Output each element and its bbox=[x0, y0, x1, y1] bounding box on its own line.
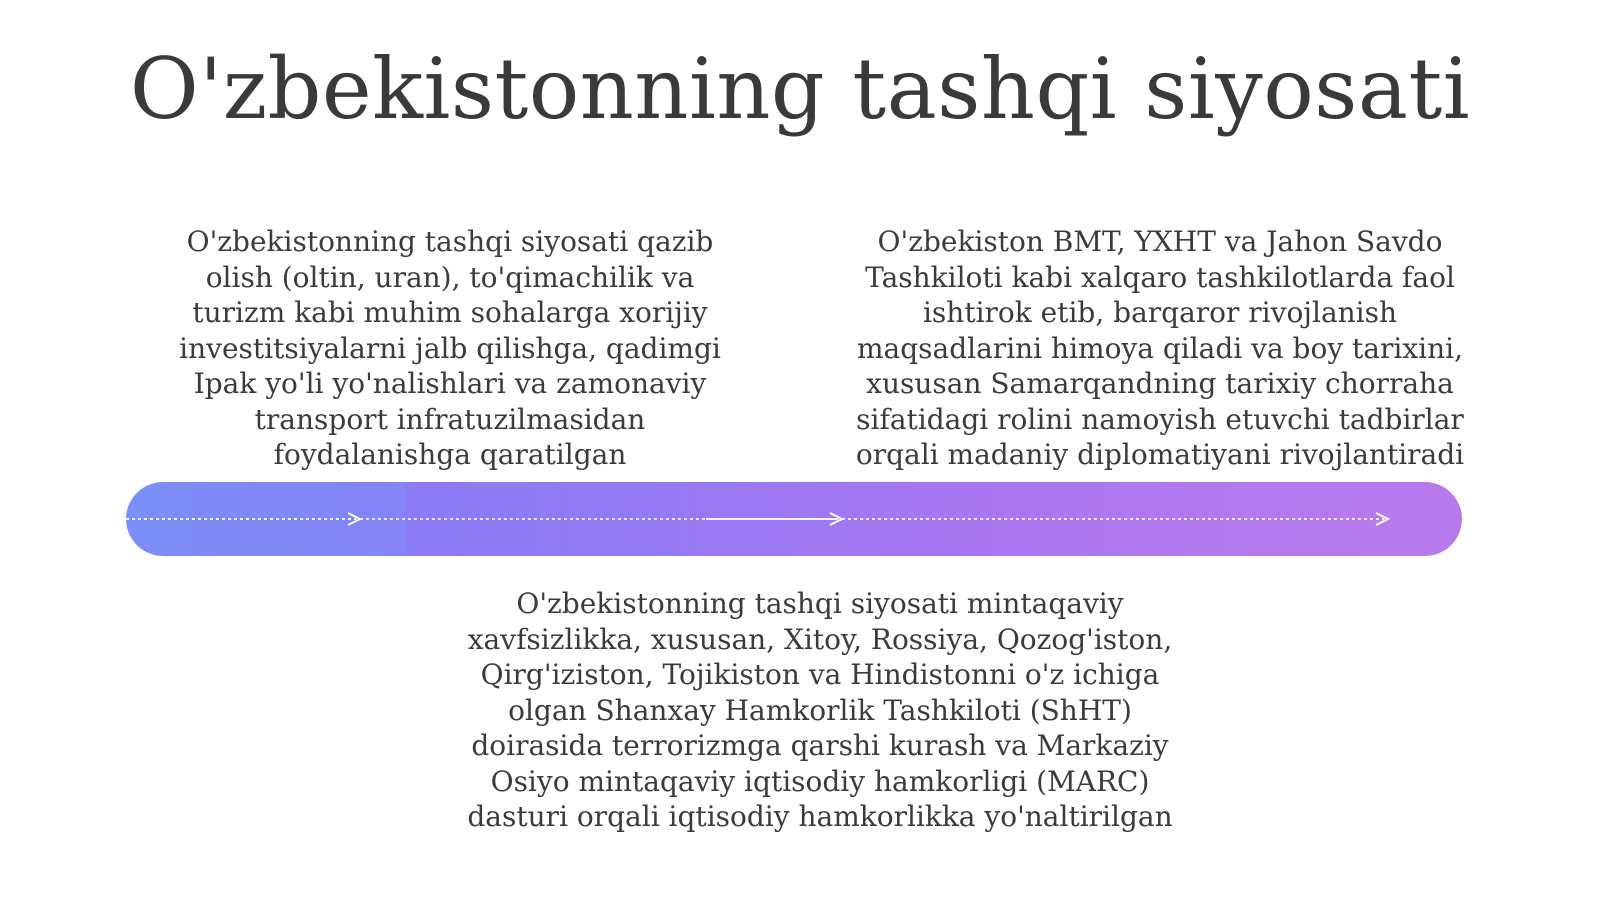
text-block-investment: O'zbekistonning tashqi siyosati qazib olish (oltin, uran), to'qimachilik va turizm kabi muhim sohalarga xorijiy investitsiyalarni jalb qilishga, qadimgi Ipak yo'li yo'nalishlari va zamonaviy transport infratuzilmasidan foydalanishga qaratilgan bbox=[179, 225, 721, 471]
text-block-international-organizations: O'zbekiston BMT, YXHT va Jahon Savdo Tashkiloti kabi xalqaro tashkilotlarda faol ishtirok etib, barqaror rivojlanish maqsadlarini himoya qiladi va boy tarixini, xususan Samarqandning tarixiy chorraha sifatidagi rolini namoyish etuvchi tadbirlar orqali madaniy diplomatiyani rivojlantiradi bbox=[855, 225, 1465, 471]
timeline-arrows bbox=[126, 482, 1462, 556]
text-block-regional-security: O'zbekistonning tashqi siyosati mintaqaviy xavfsizlikka, xususan, Xitoy, Rossiya, Qozog'iston, Qirg'iziston, Tojikiston va Hindistonni o'z ichiga olgan Shanxay Hamkorlik Tashkiloti (ShHT) doirasida terrorizmga qarshi kurash va Markaziy Osiyo mintaqaviy iqtisodiy hamkorligi (MARC) dasturi orqali iqtisodiy hamkorlikka yo'naltirilgan bbox=[467, 587, 1173, 833]
timeline-bar bbox=[126, 482, 1462, 556]
page-title: O'zbekistonning tashqi siyosati bbox=[129, 40, 1471, 138]
